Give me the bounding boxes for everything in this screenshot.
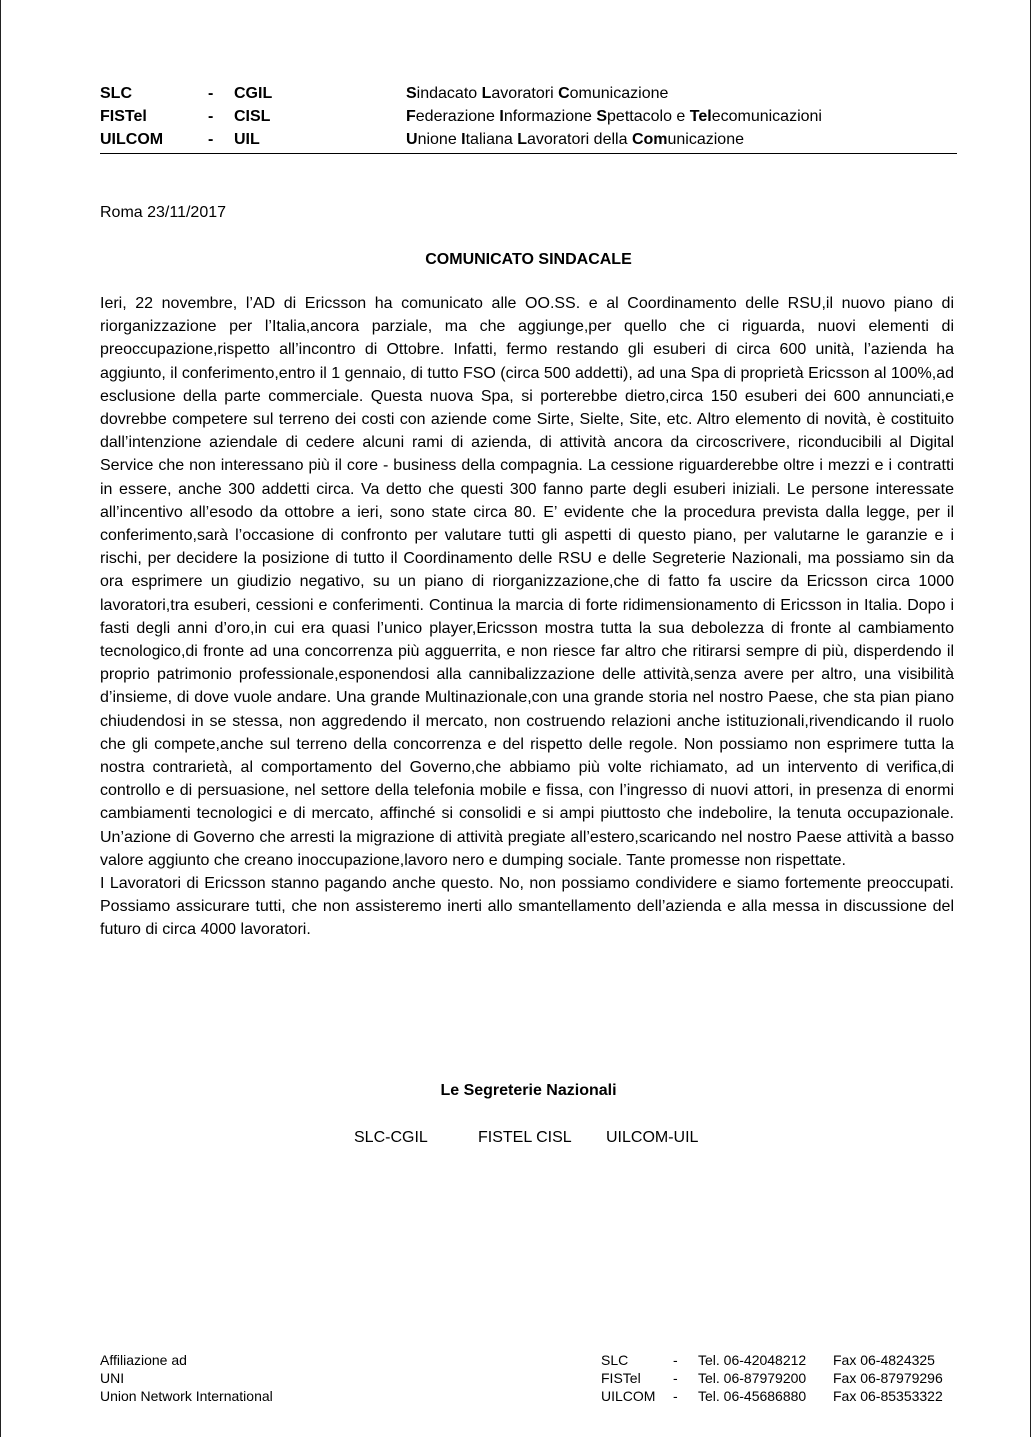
confederation-name: CGIL [234, 85, 273, 102]
footer-affiliation [100, 1351, 273, 1405]
union-full-name: Sindacato Lavoratori Comunicazione [406, 85, 669, 102]
letterhead [100, 82, 957, 154]
signatory-slc-cgil: SLC-CGIL [354, 1129, 428, 1146]
union-abbreviation: FISTel [100, 108, 147, 125]
separator-dash: - [673, 1370, 678, 1386]
separator-dash: - [208, 131, 214, 148]
separator-dash: - [208, 108, 214, 125]
contact-row-fistel [601, 1369, 957, 1387]
confederation-name: CISL [234, 108, 271, 125]
separator-dash: - [673, 1388, 678, 1404]
document-body [100, 292, 954, 942]
union-full-name: Federazione Informazione Spettacolo e Telecomunicazioni [406, 108, 822, 125]
body-paragraph: Ieri, 22 novembre, l’AD di Ericsson ha comunicato alle OO.SS. e al Coordinamento delle RSU,il nuovo piano di riorganizzazione per l’Italia,ancora parziale, ma che aggiunge,per quello che ci riguarda, nuovi elementi di preoccupazione,rispetto all’incontro di Ottobre. Infatti, fermo restando gli esuberi di circa 600 unità, l’azienda ha aggiunto, il conferimento,entro il 1 gennaio, di tutto FSO (circa 500 addetti), ad una Spa di proprietà Ericsson al 100%,ad esclusione della parte commerciale. Questa nuova Spa, si porterebbe dietro,circa 150 esuberi dei 600 annunciati,e dovrebbe competere sul terreno dei costi con aziende come Sirte, Sielte, Site, etc. Altro elemento di novità, è costituito dall’intenzione aziendale di cedere alcuni rami di azienda, di attività ancora da circoscrivere, riconducibili al Digital Service che non interessano più il core - business della compagnia. La cessione riguarderebbe oltre i mezzi e i contratti in essere, anche 300 addetti circa. Va detto che questi 300 fanno parte degli esuberi iniziali. Le persone interessate all’incentivo all’esodo da ottobre a ieri, sono state circa 80. E’ evidente che la procedura prevista dalla legge, per il conferimento,sarà l’occasione di confronto per valutare tutti gli aspetti di questo piano, per valutarne le garanzie e i rischi, per decidere la posizione di tutto il Coordinamento delle RSU e delle Segreterie Nazionali, ma possiamo sin da ora esprimere un giudizio negativo, su un piano di riorganizzazione,che di fatto fa uscire da Ericsson circa 1000 lavoratori,tra esuberi, cessioni e conferimenti. Continua la marcia di forte ridimensionamento di Ericsson in Italia. Dopo i fasti degli anni d’oro,in cui era quasi l’unico player,Ericsson mostra tutta la sua debolezza di fronte al cambiamento tecnologico,di fronte ad una concorrenza più agguerrita, e non riesce far altro che ritirarsi sempre di più, disperdendo il proprio patrimonio professionale,esponendosi alla cannibalizzazione delle attività,senza avere per altro, una visibilità d’insieme, di dove vuole andare. Una grande Multinazionale,con una grande storia nel nostro Paese, che sta pian piano chiudendosi in se stessa, non aggredendo il mercato, non costruendo relazioni anche istituzionali,rivendicando il ruolo che gli compete,anche sul terreno della concorrenza e del rispetto delle regole. Non possiamo non esprimere tutta la nostra contrarietà, al comportamento del Governo,che abbiamo più volte richiamato, ad un intervento di verifica,di controllo e di persuasione, nel settore della telefonia mobile e fissa, con l’ingresso di nuovi attori, in presenza di enormi cambiamenti tecnologici e di mercato, affinché si consolidi e si ampi piuttosto che indebolire, la tenuta occupazionale. Un’azione di Governo che arresti la migrazione di attività pregiate all’estero,scaricando nel nostro Paese attività a basso valore aggiunto che creano inoccupazione,lavoro nero e dumping sociale. Tante promesse non rispettate. [100, 295, 954, 869]
union-abbreviation: UILCOM [100, 131, 164, 148]
contact-fax: Fax 06-85353322 [833, 1388, 943, 1404]
page-border-left [0, 0, 1, 1437]
footer-contacts [601, 1351, 957, 1405]
contact-phone: Tel. 06-45686880 [698, 1388, 807, 1404]
contact-fax: Fax 06-4824325 [833, 1352, 935, 1368]
affiliation-line: Affiliazione ad [100, 1352, 187, 1368]
place-date: Roma 23/11/2017 [100, 204, 227, 221]
contact-row-uilcom [601, 1387, 957, 1405]
signature-title: Le Segreterie Nazionali [440, 1082, 617, 1099]
signatory-fistel-cisl: FISTEL CISL [478, 1129, 572, 1146]
body-paragraph: I Lavoratori di Ericsson stanno pagando anche questo. No, non possiamo condividere e siamo fortemente preoccupati. Possiamo assicurare tutti, che non assisteremo inerti allo smantellamento dell’azienda e alla messa in discussione del futuro di circa 4000 lavoratori. [100, 875, 954, 939]
contact-phone: Tel. 06-87979200 [698, 1370, 807, 1386]
contact-union: FISTel [601, 1370, 641, 1386]
confederation-name: UIL [234, 131, 260, 148]
contact-fax: Fax 06-87979296 [833, 1370, 943, 1386]
document-title: COMUNICATO SINDACALE [425, 251, 632, 268]
union-full-name: Unione Italiana Lavoratori della Comunicazione [406, 131, 744, 148]
affiliation-line: UNI [100, 1370, 125, 1386]
contact-union: SLC [601, 1352, 629, 1368]
affiliation-line: Union Network International [100, 1388, 273, 1404]
separator-dash: - [673, 1352, 678, 1368]
signatory-uilcom-uil: UILCOM-UIL [606, 1129, 699, 1146]
contact-phone: Tel. 06-42048212 [698, 1352, 807, 1368]
contact-union: UILCOM [601, 1388, 656, 1404]
contact-row-slc [601, 1351, 957, 1369]
separator-dash: - [208, 85, 214, 102]
union-abbreviation: SLC [100, 85, 132, 102]
